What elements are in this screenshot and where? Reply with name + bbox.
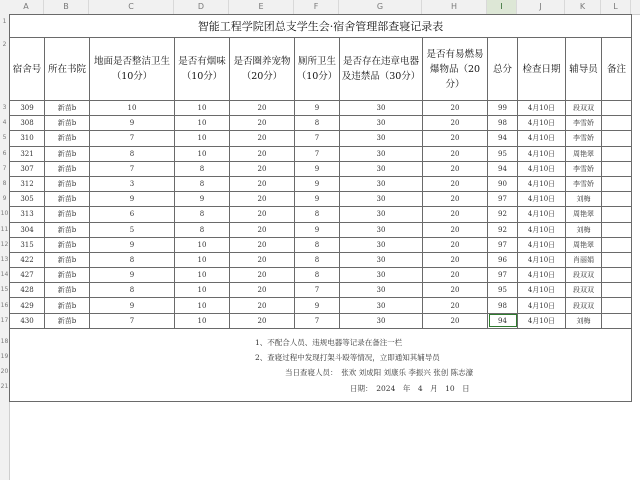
table-cell[interactable]: 30 (340, 298, 423, 313)
row-number[interactable]: 16 (0, 301, 9, 309)
column-header-bar (0, 0, 640, 15)
table-cell[interactable]: 20 (230, 192, 295, 207)
date-line: 日期： 2024 年 4 月 10 日 (350, 383, 470, 393)
header-cell[interactable]: 厕所卫生（10分） (295, 38, 340, 101)
header-cell[interactable]: 地面是否整洁卫生（10分） (90, 38, 175, 101)
table-cell[interactable]: 新苗b (45, 207, 90, 222)
table-cell[interactable] (602, 237, 632, 252)
row-number[interactable]: 10 (0, 210, 9, 218)
table-cell[interactable]: 4月10日 (518, 268, 566, 283)
row-number[interactable]: 20 (0, 368, 9, 375)
row-number[interactable]: 18 (0, 338, 9, 345)
table-cell[interactable]: 周艳翠 (566, 237, 602, 252)
table-cell[interactable]: 4月10日 (518, 101, 566, 116)
table-cell[interactable]: 9 (295, 176, 340, 191)
table-cell[interactable] (602, 268, 632, 283)
row-number[interactable]: 15 (0, 286, 9, 294)
table-cell[interactable]: 9 (90, 192, 175, 207)
table-cell[interactable]: 20 (230, 222, 295, 237)
table-cell[interactable]: 20 (423, 268, 488, 283)
column-letter-d[interactable]: D (174, 0, 229, 14)
table-cell[interactable]: 20 (230, 268, 295, 283)
table-cell[interactable]: 312 (10, 176, 45, 191)
table-cell[interactable] (602, 298, 632, 313)
table-cell[interactable]: 30 (340, 268, 423, 283)
table-cell[interactable]: 95 (488, 283, 518, 298)
table-cell[interactable]: 305 (10, 192, 45, 207)
table-cell[interactable]: 段双双 (566, 268, 602, 283)
table-row (10, 131, 632, 146)
table-cell[interactable]: 9 (295, 222, 340, 237)
table-cell[interactable]: 9 (295, 192, 340, 207)
note-line-1: 1、不配合人员、违规电器等记录在备注一栏 (255, 337, 403, 347)
table-row (10, 116, 632, 131)
table-cell[interactable]: 新苗b (45, 237, 90, 252)
table-cell[interactable]: 30 (340, 252, 423, 267)
table-cell[interactable]: 10 (175, 116, 230, 131)
row-number[interactable]: 6 (2, 149, 7, 157)
header-cell[interactable]: 是否有易燃易爆物品（20分） (423, 38, 488, 101)
table-cell[interactable] (602, 176, 632, 191)
table-cell[interactable]: 30 (340, 283, 423, 298)
table-row (10, 161, 632, 176)
table-cell[interactable] (602, 313, 632, 328)
table-cell[interactable] (602, 131, 632, 146)
table-cell[interactable]: 新苗b (45, 116, 90, 131)
table-cell[interactable]: 9 (90, 268, 175, 283)
table-cell[interactable]: 30 (340, 313, 423, 328)
row-number[interactable]: 11 (0, 225, 9, 233)
table-cell[interactable]: 4月10日 (518, 116, 566, 131)
table-cell[interactable] (602, 222, 632, 237)
table-row (10, 252, 632, 267)
table-cell[interactable]: 新苗b (45, 176, 90, 191)
table-cell[interactable]: 9 (175, 192, 230, 207)
table-cell[interactable]: 20 (423, 313, 488, 328)
table-cell[interactable]: 新苗b (45, 298, 90, 313)
row-number[interactable]: 13 (0, 256, 9, 263)
table-cell[interactable]: 30 (340, 101, 423, 116)
table-cell[interactable]: 8 (175, 222, 230, 237)
header-cell[interactable]: 检查日期 (518, 38, 566, 101)
row-number[interactable]: 17 (0, 316, 9, 324)
table-cell[interactable]: 20 (423, 131, 488, 146)
table-row (10, 101, 632, 116)
table-cell[interactable]: 10 (175, 313, 230, 328)
table-cell[interactable]: 310 (10, 131, 45, 146)
table-cell[interactable] (602, 101, 632, 116)
table-cell[interactable]: 8 (175, 207, 230, 222)
table-cell[interactable]: 9 (90, 237, 175, 252)
table-cell[interactable]: 422 (10, 252, 45, 267)
table-cell[interactable]: 10 (175, 283, 230, 298)
table-row (10, 298, 632, 313)
column-letter-i[interactable]: I (487, 0, 517, 14)
table-cell[interactable]: 新苗b (45, 131, 90, 146)
table-cell[interactable]: 427 (10, 268, 45, 283)
table-cell[interactable]: 20 (423, 116, 488, 131)
table-cell[interactable]: 20 (230, 283, 295, 298)
table-cell[interactable]: 313 (10, 207, 45, 222)
table-cell[interactable]: 9 (90, 116, 175, 131)
table-cell[interactable]: 段双双 (566, 283, 602, 298)
header-cell[interactable]: 宿舍号 (10, 38, 45, 101)
table-cell[interactable]: 4月10日 (518, 252, 566, 267)
table-cell[interactable]: 321 (10, 146, 45, 161)
table-cell[interactable]: 新苗b (45, 101, 90, 116)
table-cell[interactable]: 4月10日 (518, 176, 566, 191)
table-cell[interactable]: 8 (295, 252, 340, 267)
table-cell[interactable] (602, 207, 632, 222)
table-cell[interactable]: 98 (488, 298, 518, 313)
table-cell[interactable]: 8 (295, 237, 340, 252)
table-cell[interactable]: 7 (295, 283, 340, 298)
row-number[interactable]: 7 (2, 164, 7, 172)
header-cell[interactable]: 所在书院 (45, 38, 90, 101)
table-row (10, 237, 632, 252)
table-cell[interactable]: 肖丽娟 (566, 252, 602, 267)
row-number[interactable]: 14 (0, 271, 9, 279)
table-cell[interactable]: 7 (295, 313, 340, 328)
table-cell[interactable]: 30 (340, 176, 423, 191)
row-number[interactable]: 5 (2, 134, 7, 142)
table-cell[interactable]: 李雪娇 (566, 131, 602, 146)
table-cell[interactable]: 98 (488, 116, 518, 131)
table-cell[interactable]: 9 (295, 101, 340, 116)
header-cell[interactable]: 是否圈养宠物（20分） (230, 38, 295, 101)
table-cell[interactable]: 10 (175, 268, 230, 283)
table-cell[interactable]: 周艳翠 (566, 146, 602, 161)
table-cell[interactable]: 429 (10, 298, 45, 313)
table-cell[interactable] (602, 192, 632, 207)
table-cell[interactable]: 20 (230, 252, 295, 267)
table-cell[interactable]: 7 (90, 131, 175, 146)
table-cell[interactable]: 5 (90, 222, 175, 237)
table-cell[interactable]: 94 (488, 131, 518, 146)
inspectors-line: 当日查寝人员： 张欢 刘成阳 刘康乐 李振兴 张创 陈志濠 (285, 367, 474, 377)
row-number[interactable]: 9 (2, 195, 7, 203)
column-letter-c[interactable]: C (89, 0, 174, 14)
table-cell[interactable]: 7 (295, 146, 340, 161)
table-cell[interactable]: 新苗b (45, 313, 90, 328)
table-cell[interactable]: 97 (488, 237, 518, 252)
table-cell[interactable]: 新苗b (45, 192, 90, 207)
table-cell[interactable] (602, 116, 632, 131)
column-letter-b[interactable]: B (44, 0, 89, 14)
header-cell[interactable]: 备注 (602, 38, 632, 101)
table-cell[interactable]: 30 (340, 207, 423, 222)
table-row (10, 146, 632, 161)
table-cell[interactable]: 20 (423, 192, 488, 207)
table-cell[interactable]: 20 (230, 207, 295, 222)
table-cell[interactable]: 10 (175, 131, 230, 146)
table-cell[interactable]: 20 (423, 101, 488, 116)
table-cell[interactable]: 4月10日 (518, 298, 566, 313)
table-cell[interactable]: 20 (230, 146, 295, 161)
table-cell[interactable]: 8 (295, 268, 340, 283)
header-cell[interactable]: 是否有烟味（10分） (175, 38, 230, 101)
table-cell[interactable]: 92 (488, 222, 518, 237)
table-cell[interactable]: 30 (340, 116, 423, 131)
table-cell[interactable]: 307 (10, 161, 45, 176)
table-cell[interactable]: 8 (90, 283, 175, 298)
table-cell[interactable]: 4月10日 (518, 237, 566, 252)
table-row (10, 268, 632, 283)
table-cell[interactable]: 10 (175, 237, 230, 252)
table-cell[interactable]: 4月10日 (518, 313, 566, 328)
table-cell[interactable]: 新苗b (45, 283, 90, 298)
table-cell[interactable]: 315 (10, 237, 45, 252)
table-cell[interactable]: 7 (90, 313, 175, 328)
table-cell[interactable]: 20 (423, 298, 488, 313)
header-cell[interactable]: 是否存在违章电器及违禁品（30分） (340, 38, 423, 101)
column-letter-a[interactable]: A (9, 0, 44, 14)
table-cell[interactable]: 30 (340, 161, 423, 176)
row-number[interactable]: 19 (0, 353, 9, 360)
table-cell[interactable]: 20 (230, 101, 295, 116)
table-cell[interactable] (602, 283, 632, 298)
table-cell[interactable]: 7 (90, 161, 175, 176)
column-letter-g[interactable]: G (339, 0, 422, 14)
table-cell[interactable]: 20 (230, 298, 295, 313)
table-cell[interactable]: 30 (340, 222, 423, 237)
table-cell[interactable]: 6 (90, 207, 175, 222)
column-letter-h[interactable]: H (422, 0, 487, 14)
table-cell[interactable]: 430 (10, 313, 45, 328)
table-cell[interactable]: 30 (340, 131, 423, 146)
table-cell[interactable]: 9 (90, 298, 175, 313)
table-cell[interactable]: 20 (423, 161, 488, 176)
table-cell[interactable]: 10 (90, 101, 175, 116)
table-cell[interactable]: 4月10日 (518, 207, 566, 222)
table-cell[interactable]: 20 (423, 222, 488, 237)
table-cell[interactable]: 3 (90, 176, 175, 191)
table-cell[interactable]: 4月10日 (518, 192, 566, 207)
column-letter-f[interactable]: F (294, 0, 339, 14)
table-cell[interactable]: 30 (340, 146, 423, 161)
table-cell[interactable]: 97 (488, 268, 518, 283)
table-cell[interactable]: 10 (175, 298, 230, 313)
table-cell[interactable]: 4月10日 (518, 131, 566, 146)
table-cell[interactable]: 20 (230, 313, 295, 328)
table-cell[interactable]: 94 (488, 161, 518, 176)
table-cell[interactable]: 段双双 (566, 101, 602, 116)
table-cell[interactable]: 20 (423, 283, 488, 298)
table-cell[interactable]: 97 (488, 192, 518, 207)
table-cell[interactable]: 99 (488, 101, 518, 116)
table-cell[interactable]: 8 (295, 116, 340, 131)
table-cell[interactable]: 10 (175, 252, 230, 267)
table-cell[interactable]: 96 (488, 252, 518, 267)
table-row (10, 176, 632, 191)
table-cell[interactable]: 90 (488, 176, 518, 191)
table-cell[interactable]: 20 (230, 161, 295, 176)
table-cell[interactable]: 92 (488, 207, 518, 222)
header-cell[interactable]: 辅导员 (566, 38, 602, 101)
table-cell[interactable]: 新苗b (45, 268, 90, 283)
table-cell[interactable]: 李雪娇 (566, 176, 602, 191)
note-line-2: 2、查寝过程中发现打架斗殴等情况，立即通知其辅导员 (255, 352, 440, 362)
row-number[interactable]: 4 (2, 119, 7, 127)
table-cell[interactable]: 10 (175, 146, 230, 161)
row-number[interactable]: 8 (2, 180, 7, 187)
row-number[interactable]: 3 (2, 104, 7, 111)
table-cell[interactable]: 308 (10, 116, 45, 131)
table-row (10, 222, 632, 237)
table-cell[interactable]: 309 (10, 101, 45, 116)
column-letter-k[interactable]: K (565, 0, 601, 14)
row-number[interactable]: 2 (2, 41, 7, 48)
table-cell[interactable]: 20 (423, 176, 488, 191)
row-number[interactable]: 12 (0, 240, 9, 248)
table-cell[interactable]: 4月10日 (518, 161, 566, 176)
sheet-title[interactable]: 智能工程学院团总支学生会·宿舍管理部查寝记录表 (10, 15, 632, 38)
record-sheet (9, 14, 631, 402)
inspection-table (9, 14, 632, 402)
table-row (10, 207, 632, 222)
table-cell[interactable]: 20 (423, 207, 488, 222)
table-cell[interactable]: 8 (175, 161, 230, 176)
table-cell[interactable]: 刘梅 (566, 313, 602, 328)
column-letter-e[interactable]: E (229, 0, 294, 14)
table-cell[interactable] (602, 252, 632, 267)
table-cell[interactable]: 30 (340, 237, 423, 252)
table-cell[interactable]: 新苗b (45, 161, 90, 176)
table-cell[interactable]: 8 (295, 207, 340, 222)
row-number[interactable]: 21 (0, 383, 9, 390)
table-cell[interactable]: 304 (10, 222, 45, 237)
table-cell[interactable] (602, 161, 632, 176)
table-cell[interactable]: 8 (175, 176, 230, 191)
row-number[interactable]: 1 (2, 18, 7, 25)
table-cell[interactable]: 4月10日 (518, 222, 566, 237)
table-cell[interactable]: 新苗b (45, 222, 90, 237)
table-cell[interactable]: 20 (230, 131, 295, 146)
table-cell[interactable]: 20 (230, 176, 295, 191)
table-cell[interactable]: 4月10日 (518, 146, 566, 161)
table-cell[interactable]: 李雪娇 (566, 116, 602, 131)
table-cell[interactable]: 94 (488, 313, 518, 328)
table-cell[interactable]: 新苗b (45, 252, 90, 267)
table-cell[interactable]: 4月10日 (518, 283, 566, 298)
table-cell[interactable]: 8 (90, 252, 175, 267)
table-cell[interactable]: 刘梅 (566, 192, 602, 207)
table-cell[interactable]: 10 (175, 101, 230, 116)
notes-cell[interactable] (10, 328, 632, 401)
table-cell[interactable]: 95 (488, 146, 518, 161)
column-letter-j[interactable]: J (517, 0, 565, 14)
table-cell[interactable]: 8 (90, 146, 175, 161)
table-cell[interactable]: 9 (295, 298, 340, 313)
table-cell[interactable] (602, 146, 632, 161)
table-cell[interactable]: 7 (295, 131, 340, 146)
table-cell[interactable]: 20 (230, 116, 295, 131)
table-cell[interactable]: 30 (340, 192, 423, 207)
table-cell[interactable]: 20 (423, 252, 488, 267)
table-row (10, 313, 632, 328)
table-cell[interactable]: 刘梅 (566, 222, 602, 237)
table-cell[interactable]: 20 (230, 237, 295, 252)
table-cell[interactable]: 9 (295, 161, 340, 176)
table-cell[interactable]: 新苗b (45, 146, 90, 161)
table-cell[interactable]: 周艳翠 (566, 207, 602, 222)
table-cell[interactable]: 428 (10, 283, 45, 298)
table-row (10, 283, 632, 298)
table-cell[interactable]: 段双双 (566, 298, 602, 313)
table-cell[interactable]: 20 (423, 146, 488, 161)
header-cell[interactable]: 总分 (488, 38, 518, 101)
table-cell[interactable]: 李雪娇 (566, 161, 602, 176)
column-letter-l[interactable]: L (601, 0, 631, 14)
table-row (10, 192, 632, 207)
table-cell[interactable]: 20 (423, 237, 488, 252)
